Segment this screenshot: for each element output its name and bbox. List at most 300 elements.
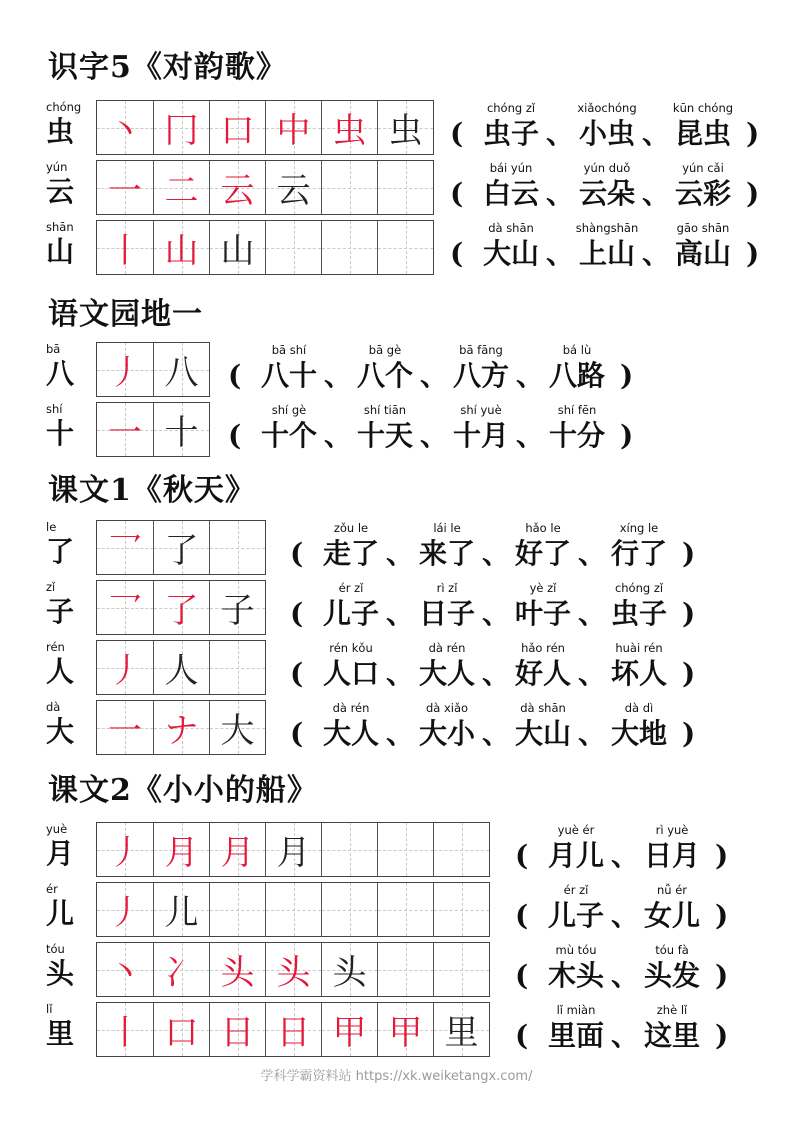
grid-cell	[97, 403, 153, 456]
word-hanzi: 十分	[548, 419, 605, 452]
vocab-word	[662, 100, 744, 152]
grid-cell	[153, 403, 209, 456]
open-paren: (	[290, 657, 304, 690]
char-row	[0, 1002, 793, 1062]
grid-cell	[153, 343, 209, 396]
stroke-order-grid	[96, 160, 434, 215]
stroke-step: 甲	[332, 1013, 367, 1053]
word-pinyin: shí fēn	[557, 403, 597, 417]
vocab-word	[535, 942, 617, 994]
word-hanzi: 里面	[547, 1019, 604, 1052]
open-paren: (	[515, 899, 529, 932]
grid-cell	[97, 943, 153, 996]
word-separator: 、	[611, 1019, 640, 1052]
char-glyph: 八	[46, 357, 75, 390]
char-row	[0, 580, 793, 640]
char-glyph: 山	[46, 235, 75, 268]
stroke-order-grid	[96, 342, 210, 397]
vocab-word	[598, 580, 680, 632]
word-pinyin: ér zǐ	[338, 581, 364, 595]
grid-cell	[321, 161, 377, 214]
vocab-word	[535, 1002, 617, 1054]
stroke-order-grid	[96, 402, 210, 457]
stroke-step: 了	[164, 591, 199, 631]
word-pinyin: dà shān	[520, 701, 566, 715]
grid-cell	[209, 521, 265, 574]
grid-cell	[97, 343, 153, 396]
vocab-word	[310, 700, 392, 752]
word-pinyin: hǎo le	[525, 521, 561, 535]
word-hanzi: 八个	[356, 359, 413, 392]
stroke-step: 头	[276, 953, 311, 993]
word-hanzi: 大人	[418, 657, 475, 690]
open-paren: (	[515, 959, 529, 992]
word-pinyin: rén kǒu	[329, 641, 373, 655]
char-pinyin: yún	[46, 160, 68, 174]
close-paren: )	[715, 959, 729, 992]
stroke-step: 日	[276, 1013, 311, 1053]
close-paren: )	[682, 597, 696, 630]
grid-cell	[153, 943, 209, 996]
word-pinyin: yún cǎi	[682, 161, 724, 175]
grid-cell	[153, 883, 209, 936]
word-hanzi: 好人	[514, 657, 571, 690]
footer-watermark: 学科学霸资料站 https://xk.weiketangx.com/	[260, 1069, 533, 1084]
grid-cell	[153, 101, 209, 154]
stroke-order-grid	[96, 520, 266, 575]
grid-cell	[321, 1003, 377, 1056]
word-pinyin: shàngshān	[575, 221, 639, 235]
grid-cell	[433, 883, 489, 936]
section-title: 语文园地一	[48, 297, 203, 332]
grid-cell	[209, 943, 265, 996]
word-hanzi: 八方	[452, 359, 509, 392]
grid-cell	[265, 943, 321, 996]
stroke-step: 乛	[108, 591, 142, 631]
vocab-word	[535, 822, 617, 874]
stroke-step: 虫	[332, 111, 367, 151]
char-pinyin: shí	[46, 402, 63, 416]
section-title: 课文2《小小的船》	[48, 773, 318, 808]
char-row	[0, 700, 793, 760]
vocab-word	[470, 160, 552, 212]
stroke-step: 子	[220, 591, 255, 631]
stroke-step: 中	[276, 111, 311, 151]
word-separator: 、	[642, 177, 671, 210]
grid-cell	[209, 641, 265, 694]
word-hanzi: 十天	[356, 419, 413, 452]
word-pinyin: shí yuè	[460, 403, 502, 417]
stroke-step: 丿	[108, 893, 142, 933]
vocab-word	[406, 700, 488, 752]
char-pinyin: shān	[46, 220, 74, 234]
word-pinyin: zǒu le	[333, 521, 369, 535]
word-separator: 、	[611, 839, 640, 872]
grid-cell	[153, 161, 209, 214]
char-pinyin: tóu	[46, 942, 65, 956]
vocab-word	[470, 220, 552, 272]
word-hanzi: 木头	[547, 959, 604, 992]
close-paren: )	[620, 419, 634, 452]
char-row	[0, 160, 793, 220]
vocab-word	[248, 342, 330, 394]
char-row	[0, 520, 793, 580]
word-hanzi: 女儿	[643, 899, 700, 932]
word-pinyin: dà rén	[332, 701, 370, 715]
vocab-word	[440, 402, 522, 454]
grid-cell	[97, 101, 153, 154]
char-pinyin: zǐ	[46, 580, 56, 594]
char-pinyin: lǐ	[46, 1002, 53, 1016]
word-hanzi: 高山	[674, 237, 731, 270]
stroke-step: 月	[220, 833, 255, 873]
word-pinyin: shí gè	[271, 403, 307, 417]
open-paren: (	[515, 839, 529, 872]
word-hanzi: 虫子	[482, 117, 539, 150]
word-hanzi: 人口	[322, 657, 379, 690]
close-paren: )	[715, 899, 729, 932]
grid-cell	[153, 1003, 209, 1056]
stroke-step: 虫	[388, 111, 423, 151]
word-pinyin: bā shí	[271, 343, 307, 357]
open-paren: (	[450, 117, 464, 150]
word-hanzi: 十个	[260, 419, 317, 452]
open-paren: (	[515, 1019, 529, 1052]
char-pinyin: le	[46, 520, 57, 534]
stroke-step: 了	[164, 531, 199, 571]
grid-cell	[321, 883, 377, 936]
grid-cell	[265, 161, 321, 214]
close-paren: )	[682, 537, 696, 570]
vocab-word	[631, 822, 713, 874]
word-pinyin: dà xiǎo	[425, 701, 469, 715]
word-hanzi: 大小	[418, 717, 475, 750]
stroke-order-grid	[96, 640, 266, 695]
char-glyph: 儿	[46, 897, 75, 930]
grid-cell	[97, 701, 153, 754]
vocab-word	[248, 402, 330, 454]
word-separator: 、	[578, 657, 607, 690]
word-hanzi: 来了	[418, 537, 475, 570]
section-title: 识字5《对韵歌》	[48, 50, 287, 85]
stroke-step: 丶	[108, 111, 142, 151]
word-separator: 、	[611, 959, 640, 992]
word-pinyin: mù tóu	[555, 943, 597, 957]
stroke-step: 丿	[108, 651, 142, 691]
stroke-step: 一	[108, 171, 142, 211]
grid-cell	[153, 521, 209, 574]
stroke-step: 头	[220, 953, 255, 993]
word-pinyin: huài rén	[615, 641, 663, 655]
word-pinyin: yè zǐ	[529, 581, 557, 595]
char-glyph: 里	[46, 1017, 75, 1050]
stroke-order-grid	[96, 1002, 490, 1057]
stroke-step: 冫	[164, 953, 199, 993]
char-glyph: 云	[46, 175, 75, 208]
char-glyph: 头	[46, 957, 75, 990]
grid-cell	[209, 1003, 265, 1056]
close-paren: )	[746, 177, 760, 210]
vocab-word	[502, 700, 584, 752]
close-paren: )	[715, 1019, 729, 1052]
vocab-word	[440, 342, 522, 394]
grid-cell	[321, 101, 377, 154]
word-separator: 、	[642, 117, 671, 150]
stroke-order-grid	[96, 822, 490, 877]
stroke-step: 丿	[108, 833, 142, 873]
vocab-word	[470, 100, 552, 152]
word-pinyin: nǚ ér	[656, 883, 688, 897]
stroke-step: 口	[220, 111, 255, 151]
stroke-step: 八	[164, 353, 199, 393]
word-hanzi: 上山	[578, 237, 635, 270]
vocab-word	[310, 580, 392, 632]
grid-cell	[209, 221, 265, 274]
word-hanzi: 大山	[514, 717, 571, 750]
stroke-step: 云	[276, 171, 311, 211]
close-paren: )	[682, 657, 696, 690]
grid-cell	[153, 641, 209, 694]
word-separator: 、	[386, 537, 415, 570]
word-hanzi: 头发	[643, 959, 700, 992]
grid-cell	[153, 823, 209, 876]
vocab-word	[344, 342, 426, 394]
stroke-step: 月	[276, 833, 311, 873]
word-pinyin: bā fāng	[459, 343, 503, 357]
grid-cell	[265, 1003, 321, 1056]
grid-cell	[209, 581, 265, 634]
open-paren: (	[450, 237, 464, 270]
char-row	[0, 942, 793, 1002]
grid-cell	[97, 161, 153, 214]
stroke-order-grid	[96, 882, 490, 937]
grid-cell	[321, 221, 377, 274]
word-separator: 、	[482, 657, 511, 690]
vocab-word	[566, 100, 648, 152]
vocab-word	[631, 1002, 713, 1054]
stroke-step: 山	[164, 231, 199, 271]
vocab-word	[502, 580, 584, 632]
stroke-step: 人	[164, 651, 199, 691]
grid-cell	[265, 101, 321, 154]
word-pinyin: kūn chóng	[672, 101, 734, 115]
char-glyph: 了	[46, 535, 75, 568]
grid-cell	[377, 221, 433, 274]
vocab-word	[536, 342, 618, 394]
word-hanzi: 虫子	[610, 597, 667, 630]
word-pinyin: bá lù	[562, 343, 592, 357]
grid-cell	[433, 943, 489, 996]
word-separator: 、	[386, 597, 415, 630]
word-pinyin: rì zǐ	[436, 581, 458, 595]
vocab-word	[631, 882, 713, 934]
vocab-word	[502, 520, 584, 572]
vocab-word	[566, 220, 648, 272]
word-pinyin: gāo shān	[676, 221, 730, 235]
word-pinyin: dà shān	[488, 221, 534, 235]
word-separator: 、	[546, 177, 575, 210]
char-pinyin: ér	[46, 882, 58, 896]
word-separator: 、	[386, 717, 415, 750]
grid-cell	[209, 161, 265, 214]
word-pinyin: rì yuè	[655, 823, 689, 837]
vocab-word	[662, 160, 744, 212]
stroke-step: 甲	[388, 1013, 423, 1053]
vocab-word	[310, 520, 392, 572]
word-separator: 、	[546, 117, 575, 150]
close-paren: )	[715, 839, 729, 872]
grid-cell	[433, 823, 489, 876]
open-paren: (	[290, 537, 304, 570]
grid-cell	[321, 943, 377, 996]
word-separator: 、	[482, 717, 511, 750]
stroke-step: 大	[220, 711, 255, 751]
vocab-word	[406, 580, 488, 632]
stroke-step: 一	[108, 413, 142, 453]
char-pinyin: yuè	[46, 822, 68, 836]
grid-cell	[97, 883, 153, 936]
grid-cell	[97, 581, 153, 634]
word-separator: 、	[324, 419, 353, 452]
word-hanzi: 大山	[482, 237, 539, 270]
grid-cell	[265, 823, 321, 876]
char-row	[0, 100, 793, 160]
word-hanzi: 儿子	[322, 597, 379, 630]
char-pinyin: bā	[46, 342, 61, 356]
stroke-order-grid	[96, 100, 434, 155]
close-paren: )	[620, 359, 634, 392]
word-hanzi: 云彩	[674, 177, 731, 210]
grid-cell	[377, 943, 433, 996]
stroke-order-grid	[96, 942, 490, 997]
word-hanzi: 白云	[482, 177, 539, 210]
grid-cell	[153, 221, 209, 274]
word-pinyin: bā gè	[368, 343, 402, 357]
open-paren: (	[228, 419, 242, 452]
stroke-step: 乛	[108, 531, 142, 571]
open-paren: (	[290, 597, 304, 630]
stroke-step: 头	[332, 953, 367, 993]
stroke-step: 十	[164, 413, 199, 453]
stroke-step: 二	[164, 171, 199, 211]
stroke-step: 月	[164, 833, 199, 873]
word-hanzi: 行了	[610, 537, 667, 570]
char-glyph: 月	[46, 837, 75, 870]
word-pinyin: bái yún	[489, 161, 533, 175]
vocab-word	[631, 942, 713, 994]
grid-cell	[377, 823, 433, 876]
char-row	[0, 342, 793, 402]
grid-cell	[377, 161, 433, 214]
word-separator: 、	[420, 359, 449, 392]
grid-cell	[321, 823, 377, 876]
word-separator: 、	[578, 537, 607, 570]
word-hanzi: 坏人	[610, 657, 667, 690]
word-hanzi: 小虫	[578, 117, 635, 150]
word-pinyin: dà rén	[428, 641, 466, 655]
word-pinyin: yuè ér	[557, 823, 595, 837]
grid-cell	[209, 101, 265, 154]
open-paren: (	[450, 177, 464, 210]
word-hanzi: 走了	[322, 537, 379, 570]
word-hanzi: 八十	[260, 359, 317, 392]
char-row	[0, 640, 793, 700]
word-hanzi: 十月	[452, 419, 509, 452]
grid-cell	[265, 221, 321, 274]
stroke-order-grid	[96, 220, 434, 275]
grid-cell	[209, 823, 265, 876]
grid-cell	[97, 823, 153, 876]
char-row	[0, 220, 793, 280]
word-hanzi: 云朵	[578, 177, 635, 210]
open-paren: (	[290, 717, 304, 750]
word-pinyin: tóu fà	[655, 943, 689, 957]
grid-cell	[209, 883, 265, 936]
stroke-step: 丶	[108, 953, 142, 993]
stroke-step: 丨	[108, 231, 142, 271]
grid-cell	[377, 883, 433, 936]
word-hanzi: 这里	[643, 1019, 700, 1052]
word-separator: 、	[516, 419, 545, 452]
stroke-step: 一	[108, 711, 142, 751]
word-hanzi: 八路	[548, 359, 605, 392]
word-pinyin: lái le	[433, 521, 461, 535]
close-paren: )	[682, 717, 696, 750]
vocab-word	[406, 640, 488, 692]
stroke-order-grid	[96, 700, 266, 755]
stroke-step: ナ	[164, 711, 199, 751]
stroke-step: 冂	[164, 111, 199, 151]
word-hanzi: 日月	[643, 839, 700, 872]
vocab-word	[566, 160, 648, 212]
word-pinyin: yún duǒ	[583, 161, 631, 175]
stroke-step: 云	[220, 171, 255, 211]
word-separator: 、	[578, 597, 607, 630]
grid-cell	[97, 221, 153, 274]
grid-cell	[153, 581, 209, 634]
stroke-step: 里	[444, 1013, 479, 1053]
vocab-word	[310, 640, 392, 692]
word-pinyin: shí tiān	[363, 403, 407, 417]
vocab-word	[536, 402, 618, 454]
char-glyph: 大	[46, 715, 75, 748]
char-row	[0, 402, 793, 462]
word-separator: 、	[386, 657, 415, 690]
word-separator: 、	[642, 237, 671, 270]
stroke-step: 山	[220, 231, 255, 271]
stroke-step: 儿	[164, 893, 199, 933]
grid-cell	[153, 701, 209, 754]
vocab-word	[662, 220, 744, 272]
stroke-step: 丿	[108, 353, 142, 393]
stroke-order-grid	[96, 580, 266, 635]
word-hanzi: 叶子	[514, 597, 571, 630]
word-separator: 、	[482, 537, 511, 570]
word-separator: 、	[611, 899, 640, 932]
stroke-step: 口	[164, 1013, 199, 1053]
vocab-word	[344, 402, 426, 454]
word-pinyin: ér zǐ	[563, 883, 589, 897]
word-separator: 、	[482, 597, 511, 630]
vocab-word	[598, 700, 680, 752]
vocab-word	[598, 640, 680, 692]
word-separator: 、	[324, 359, 353, 392]
word-separator: 、	[516, 359, 545, 392]
grid-cell	[97, 1003, 153, 1056]
word-pinyin: lǐ miàn	[556, 1003, 596, 1017]
stroke-step: 丨	[108, 1013, 142, 1053]
stroke-step: 日	[220, 1013, 255, 1053]
